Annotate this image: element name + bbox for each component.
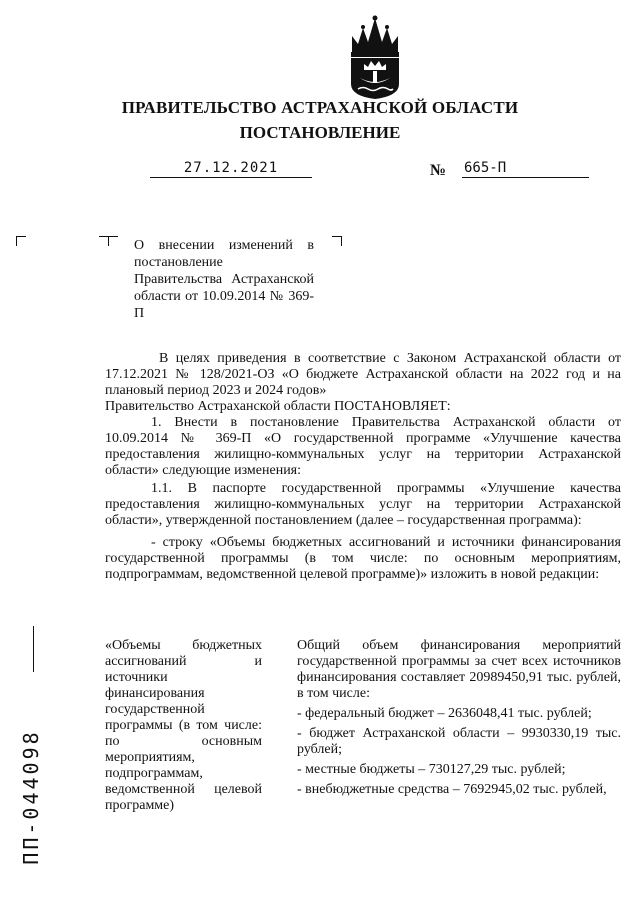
corner-mark [108, 236, 118, 246]
document-subject: О внесении изменений в постановление Правительства Астраханской области от 10.09.2014 № 369-П [134, 238, 314, 321]
document-body [105, 351, 621, 583]
government-name: ПРАВИТЕЛЬСТВО АСТРАХАНСКОЙ ОБЛАСТИ [121, 98, 519, 117]
funding-local: - местные бюджеты – 730127,29 тыс. рублей; [297, 762, 566, 777]
document-date: 27.12.2021 [150, 160, 312, 178]
corner-mark [16, 236, 26, 246]
funding-regional: - бюджет Астраханской области – 9930330,19 тыс. рублей; [297, 726, 621, 757]
margin-rule [33, 626, 34, 672]
paragraph-preamble: В целях приведения в соответствие с Законом Астраханской области от 17.12.2021 № 128/2021-ОЗ «О бюджете Астраханской области на 2022 год и на плановый период 2023 и 2024 годов» [105, 351, 621, 398]
side-serial-code [4, 712, 58, 882]
funding-federal: - федеральный бюджет – 2636048,41 тыс. рублей; [297, 706, 592, 721]
paragraph-item-1-1: 1.1. В паспорте государственной программы «Улучшение качества предоставления жилищно-коммунальных услуг на территории Астраханской области», утвержденной постановлением (далее – государственная программа): [105, 481, 621, 528]
funding-extrabudgetary: - внебюджетные средства – 7692945,02 тыс. рублей, [297, 782, 607, 797]
document-type: ПОСТАНОВЛЕНИЕ [239, 123, 401, 142]
astrakhan-coat-of-arms-icon [346, 14, 404, 100]
document-number: 665-П [462, 160, 589, 178]
funding-total: Общий объем финансирования мероприятий государственной программы за счет всех источников финансирования составляет 20989450,91 тыс. рублей, в том числе: [297, 638, 621, 701]
number-sign: № [430, 162, 447, 179]
table-row-label: «Объемы бюджетных ассигнований и источники финансирования государственной программы (в том числе: по основным мероприятиям, подпрограммам, ведомственной целевой программе) [105, 638, 262, 813]
serial-code-text: ПП-044098 [19, 729, 43, 865]
table-row-value [297, 638, 621, 798]
paragraph-resolves: Правительство Астраханской области ПОСТАНОВЛЯЕТ: [105, 399, 451, 414]
paragraph-item-1: 1. Внести в постановление Правительства Астраханской области от 10.09.2014 № 369-П «О государственной программе «Улучшение качества предоставления жилищно-коммунальных услуг на территории Астраханской области» следующие изменения: [105, 415, 621, 478]
corner-mark [332, 236, 342, 246]
paragraph-row-change: - строку «Объемы бюджетных ассигнований и источники финансирования государственной программы (в том числе: по основным мероприятиям, подпрограммам, ведомственной целевой программе)» изложить в новой редакции: [105, 535, 621, 582]
